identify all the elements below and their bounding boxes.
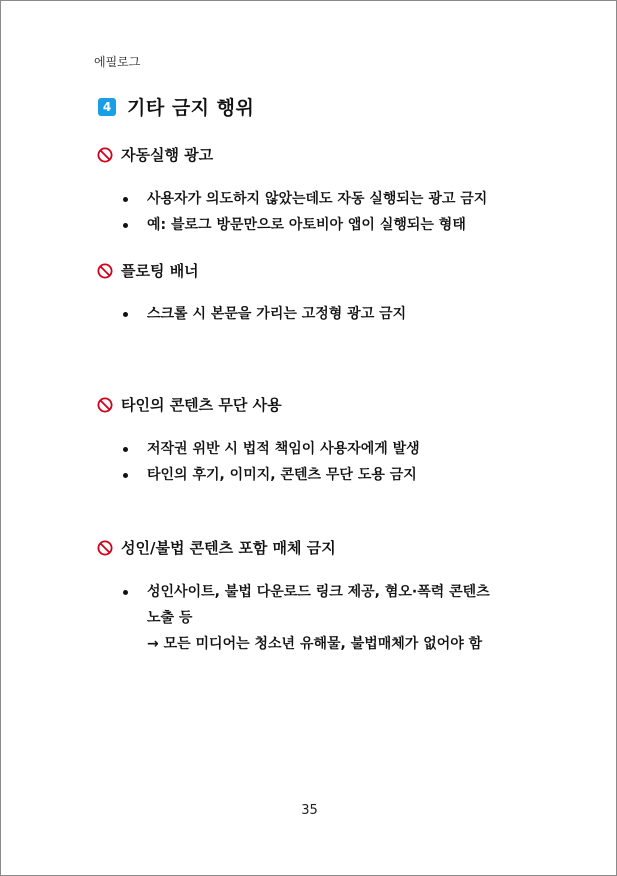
bullet-list-autoplay-ads [122,186,487,238]
list-item-line: 성인사이트, 불법 다운로드 링크 제공, 혐오·폭력 콘텐츠 [147,584,490,600]
bullet-list-adult-illegal-media [122,579,490,657]
list-item: 스크롤 시 본문을 가리는 고정형 광고 금지 [122,301,406,327]
section-title: 타인의 콘텐츠 무단 사용 [121,396,282,414]
section-heading-floating-banner [97,260,199,281]
section-heading-adult-illegal-media [97,537,336,558]
list-item: 예: 블로그 방문만으로 아토비아 앱이 실행되는 형태 [122,212,487,238]
list-item-note: → 모든 미디어는 청소년 유해물, 불법매체가 없어야 함 [147,636,483,652]
page-number: 35 [301,803,318,818]
bullet-list-floating-banner [122,301,406,327]
prohibited-icon [97,263,113,279]
list-item: 저작권 위반 시 법적 책임이 사용자에게 발생 [122,436,420,462]
list-item-line: 노출 등 [147,610,193,626]
section-title: 자동실행 광고 [121,146,214,164]
section-title: 플로팅 배너 [121,262,199,280]
list-item [122,579,490,657]
prohibited-icon [97,147,113,163]
section-heading-autoplay-ads [97,144,213,165]
chapter-title: 기타 금지 행위 [127,97,255,119]
section-title: 성인/불법 콘텐츠 포함 매체 금지 [121,539,336,557]
prohibited-icon [97,397,113,413]
chapter-number-badge: 4 [98,98,116,116]
bullet-list-unauthorized-content [122,436,420,488]
section-heading-unauthorized-content [97,394,282,415]
list-item: 사용자가 의도하지 않았는데도 자동 실행되는 광고 금지 [122,186,487,212]
running-header: 에필로그 [94,55,141,69]
list-item: 타인의 후기, 이미지, 콘텐츠 무단 도용 금지 [122,462,420,488]
prohibited-icon [97,540,113,556]
chapter-heading [98,93,254,120]
